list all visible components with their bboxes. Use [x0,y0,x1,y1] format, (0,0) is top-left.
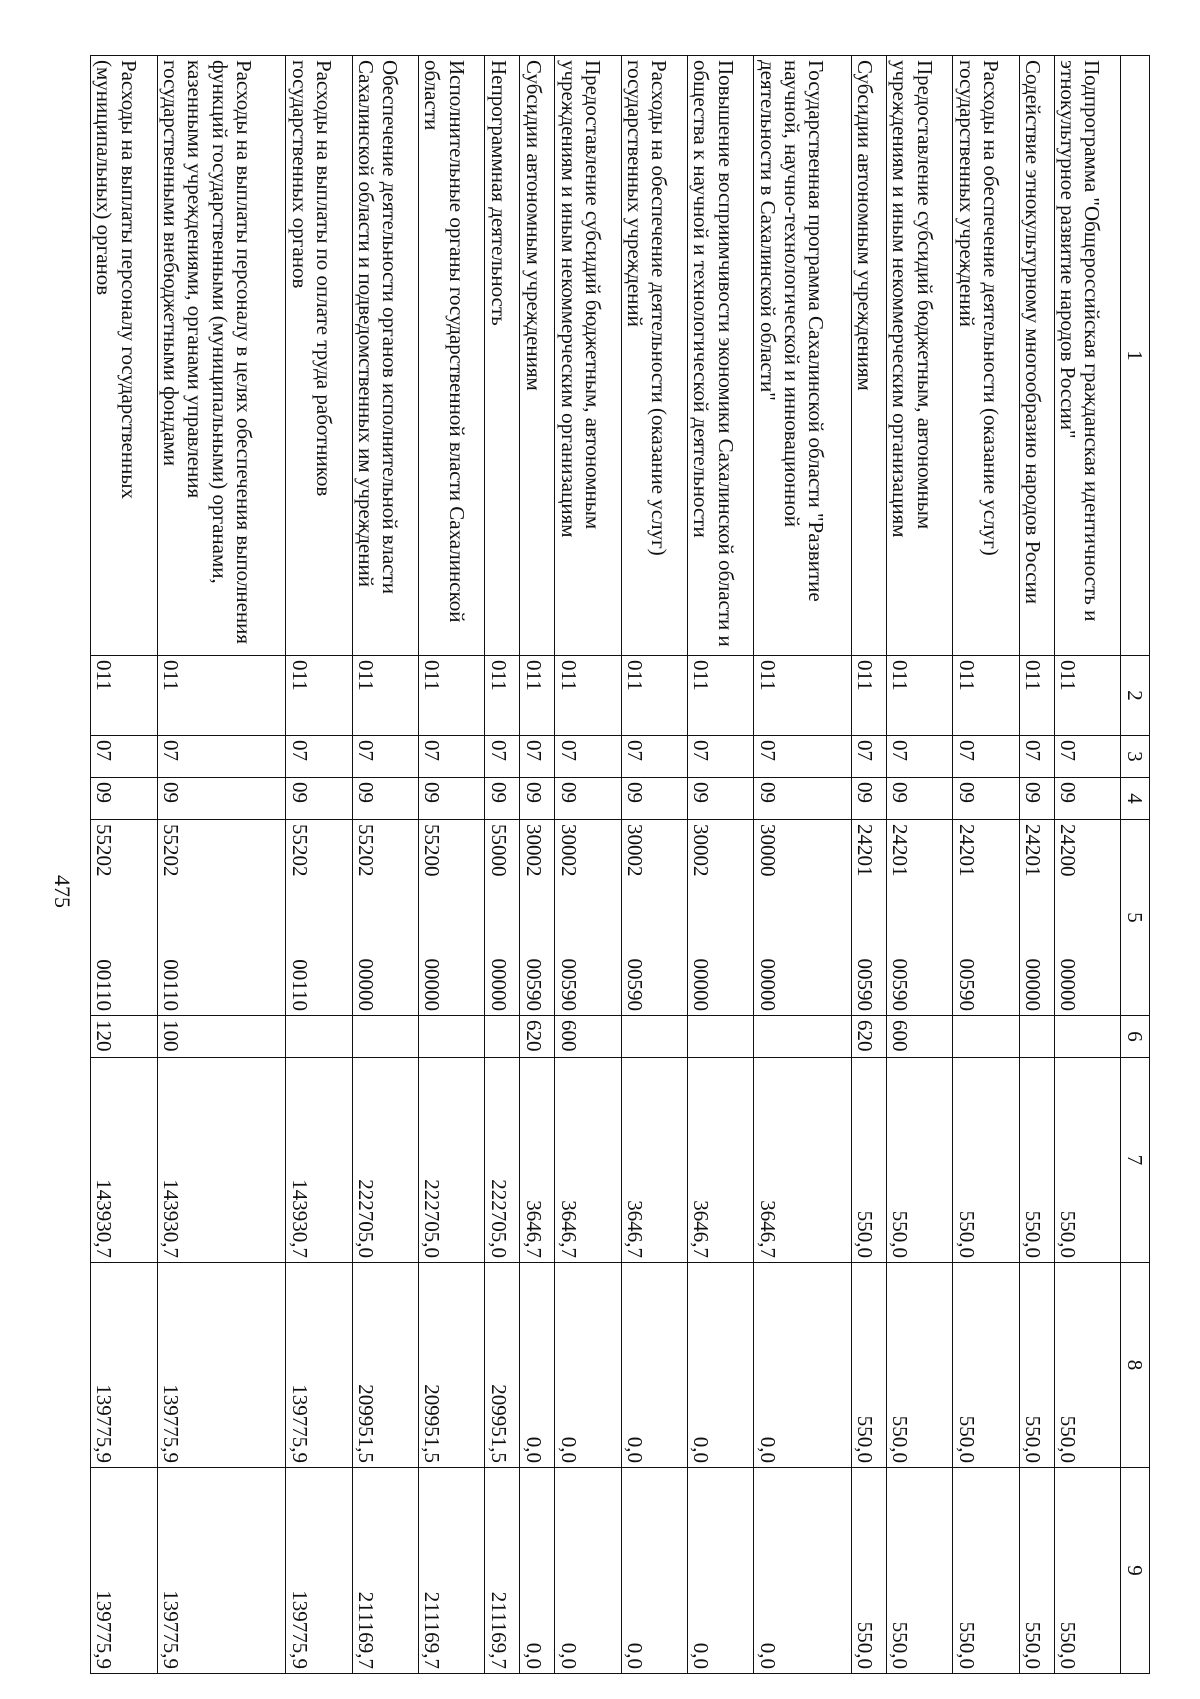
row-amount-year2: 550,0 [953,1263,1019,1468]
row-target-article [157,820,286,1016]
row-amount-year1: 222705,0 [485,1058,520,1263]
col-header: 2 [1121,656,1150,736]
row-subsection-code: 09 [485,778,520,820]
row-amount-year1: 3646,7 [688,1058,754,1263]
row-name: Расходы на обеспечение деятельности (оказание услуг) государственных учреждений [621,56,687,656]
row-name: Субсидии автономным учреждениям [851,56,886,656]
target-article-program: 55200 [420,824,445,877]
row-section-code: 07 [953,736,1019,778]
target-article-direction: 00000 [420,958,445,1011]
col-header: 5 [1121,820,1150,1016]
row-amount-year3: 0,0 [555,1468,621,1674]
row-amount-year1: 550,0 [953,1058,1019,1263]
row-amount-year3: 0,0 [688,1468,754,1674]
col-header: 9 [1121,1468,1150,1674]
table-row [953,56,1019,1674]
row-target-article [286,820,352,1016]
table-row [418,56,484,1674]
table-row [286,56,352,1674]
row-amount-year1: 550,0 [1054,1058,1120,1263]
row-name: Расходы на обеспечение деятельности (оказание услуг) государственных учреждений [953,56,1019,656]
row-section-code: 07 [286,736,352,778]
row-admin-code: 011 [1054,656,1120,736]
row-name: Подпрограмма "Общероссийская гражданская идентичность и этнокультурное развитие народов России" [1054,56,1120,656]
row-section-code: 07 [91,736,158,778]
row-subsection-code: 09 [520,778,555,820]
table-row [520,56,555,1674]
row-subsection-code: 09 [688,778,754,820]
row-section-code: 07 [520,736,555,778]
row-amount-year2: 550,0 [1019,1263,1054,1468]
row-amount-year3: 211169,7 [352,1468,418,1674]
row-target-article [1019,820,1054,1016]
row-admin-code: 011 [520,656,555,736]
row-expense-type [352,1016,418,1058]
col-header: 8 [1121,1263,1150,1468]
row-subsection-code: 09 [555,778,621,820]
row-amount-year1: 3646,7 [621,1058,687,1263]
row-amount-year3: 550,0 [886,1468,952,1674]
row-section-code: 07 [1054,736,1120,778]
row-amount-year2: 0,0 [555,1263,621,1468]
row-name: Расходы на выплаты персоналу государственных (муниципальных) органов [91,56,158,656]
table-row [851,56,886,1674]
row-amount-year2: 0,0 [520,1263,555,1468]
row-amount-year1: 550,0 [851,1058,886,1263]
row-target-article [352,820,418,1016]
table-row [754,56,852,1674]
row-amount-year3: 211169,7 [418,1468,484,1674]
table-row [555,56,621,1674]
row-admin-code: 011 [688,656,754,736]
table-row [886,56,952,1674]
target-article-direction: 00590 [954,958,979,1011]
row-target-article [418,820,484,1016]
row-subsection-code: 09 [621,778,687,820]
row-expense-type: 620 [520,1016,555,1058]
row-admin-code: 011 [621,656,687,736]
row-admin-code: 011 [286,656,352,736]
row-target-article [520,820,555,1016]
row-amount-year1: 143930,7 [286,1058,352,1263]
table-row [91,56,158,1674]
table-body [91,56,1121,1674]
row-name: Предоставление субсидий бюджетным, автономным учреждениям и иным некоммерческим организациям [555,56,621,656]
row-name: Обеспечение деятельности органов исполнительной власти Сахалинской области и подведомственных им учреждений [352,56,418,656]
row-amount-year1: 222705,0 [418,1058,484,1263]
table-row [621,56,687,1674]
row-amount-year2: 550,0 [1054,1263,1120,1468]
row-name: Расходы на выплаты персоналу в целях обеспечения выполнения функций государственными (муниципальными) органами, казенными учреждениями, органами управления государственными внебюджетными фондами [157,56,286,656]
row-name: Расходы на выплаты по оплате труда работников государственных органов [286,56,352,656]
row-admin-code: 011 [352,656,418,736]
target-article-direction: 00000 [486,958,511,1011]
row-target-article [953,820,1019,1016]
row-section-code: 07 [157,736,286,778]
row-admin-code: 011 [485,656,520,736]
row-admin-code: 011 [91,656,158,736]
row-amount-year1: 3646,7 [520,1058,555,1263]
row-name: Предоставление субсидий бюджетным, автономным учреждениям и иным некоммерческим организациям [886,56,952,656]
row-section-code: 07 [851,736,886,778]
target-article-program: 55000 [486,824,511,877]
row-amount-year1: 3646,7 [555,1058,621,1263]
row-amount-year3: 139775,9 [286,1468,352,1674]
col-header: 6 [1121,1016,1150,1058]
row-amount-year2: 0,0 [754,1263,852,1468]
row-amount-year2: 550,0 [886,1263,952,1468]
row-expense-type [688,1016,754,1058]
row-target-article [886,820,952,1016]
row-section-code: 07 [1019,736,1054,778]
row-section-code: 07 [352,736,418,778]
row-section-code: 07 [555,736,621,778]
row-expense-type [754,1016,852,1058]
row-target-article [688,820,754,1016]
row-admin-code: 011 [851,656,886,736]
row-name: Содействие этнокультурному многообразию народов России [1019,56,1054,656]
col-header: 7 [1121,1058,1150,1263]
target-article-direction: 00110 [287,959,312,1011]
row-target-article [851,820,886,1016]
row-target-article [91,820,158,1016]
target-article-program: 30002 [623,824,648,877]
row-amount-year3: 550,0 [953,1468,1019,1674]
target-article-program: 30002 [689,824,714,877]
target-article-direction: 00000 [1056,958,1081,1011]
row-amount-year3: 550,0 [851,1468,886,1674]
row-target-article [754,820,852,1016]
row-amount-year3: 211169,7 [485,1468,520,1674]
row-amount-year2: 139775,9 [157,1263,286,1468]
row-admin-code: 011 [953,656,1019,736]
row-amount-year1: 550,0 [1019,1058,1054,1263]
header-row [1121,56,1150,1674]
row-expense-type: 100 [157,1016,286,1058]
row-admin-code: 011 [555,656,621,736]
target-article-program: 24201 [853,824,878,877]
row-section-code: 07 [621,736,687,778]
target-article-program: 24201 [954,824,979,877]
row-amount-year3: 550,0 [1019,1468,1054,1674]
row-amount-year2: 209951,5 [418,1263,484,1468]
row-expense-type [485,1016,520,1058]
row-amount-year1: 550,0 [886,1058,952,1263]
target-article-program: 24201 [888,824,913,877]
target-article-program: 24200 [1056,824,1081,877]
target-article-program: 55202 [287,824,312,877]
row-subsection-code: 09 [91,778,158,820]
col-header: 1 [1121,56,1150,656]
row-section-code: 07 [485,736,520,778]
table-row [688,56,754,1674]
row-amount-year3: 0,0 [754,1468,852,1674]
row-name: Повышение восприимчивости экономики Сахалинской области и общества к научной и технологической деятельности [688,56,754,656]
row-expense-type [953,1016,1019,1058]
target-article-direction: 00590 [888,958,913,1011]
row-amount-year2: 0,0 [688,1263,754,1468]
row-subsection-code: 09 [851,778,886,820]
target-article-program: 55202 [353,824,378,877]
target-article-program: 30002 [556,824,581,877]
target-article-direction: 00000 [689,958,714,1011]
row-subsection-code: 09 [1019,778,1054,820]
row-expense-type [621,1016,687,1058]
row-admin-code: 011 [418,656,484,736]
row-amount-year2: 139775,9 [286,1263,352,1468]
target-article-direction: 00000 [1020,958,1045,1011]
row-expense-type [1054,1016,1120,1058]
row-target-article [1054,820,1120,1016]
row-subsection-code: 09 [886,778,952,820]
row-target-article [485,820,520,1016]
target-article-direction: 00590 [853,958,878,1011]
col-header: 4 [1121,778,1150,820]
page-number: 475 [50,875,75,908]
target-article-program: 30002 [521,824,546,877]
row-expense-type [418,1016,484,1058]
row-subsection-code: 09 [953,778,1019,820]
target-article-program: 24201 [1020,824,1045,877]
target-article-program: 55202 [158,824,183,877]
row-amount-year3: 0,0 [621,1468,687,1674]
row-name: Непрограммная деятельность [485,56,520,656]
row-expense-type: 600 [555,1016,621,1058]
target-article-direction: 00590 [556,958,581,1011]
table-row [485,56,520,1674]
col-header: 3 [1121,736,1150,778]
row-amount-year2: 209951,5 [485,1263,520,1468]
table-row [1019,56,1054,1674]
target-article-program: 30000 [755,824,780,877]
row-amount-year3: 139775,9 [91,1468,158,1674]
row-subsection-code: 09 [1054,778,1120,820]
row-amount-year2: 209951,5 [352,1263,418,1468]
rotated-budget-page [50,55,1150,1673]
row-subsection-code: 09 [352,778,418,820]
row-subsection-code: 09 [418,778,484,820]
row-expense-type [286,1016,352,1058]
row-amount-year3: 0,0 [520,1468,555,1674]
target-article-direction: 00110 [92,959,117,1011]
target-article-direction: 00000 [755,958,780,1011]
row-amount-year2: 550,0 [851,1263,886,1468]
row-admin-code: 011 [1019,656,1054,736]
row-amount-year1: 222705,0 [352,1058,418,1263]
row-name: Государственная программа Сахалинской области "Развитие научной, научно-технологической и инновационной деятельности в Сахалинской области" [754,56,852,656]
row-expense-type: 120 [91,1016,158,1058]
row-name: Субсидии автономным учреждениям [520,56,555,656]
target-article-direction: 00590 [521,958,546,1011]
target-article-direction: 00590 [623,958,648,1011]
row-admin-code: 011 [886,656,952,736]
table-row [1054,56,1120,1674]
row-amount-year2: 0,0 [621,1263,687,1468]
row-amount-year1: 3646,7 [754,1058,852,1263]
row-section-code: 07 [688,736,754,778]
row-section-code: 07 [886,736,952,778]
row-subsection-code: 09 [286,778,352,820]
budget-table [90,55,1150,1674]
row-target-article [621,820,687,1016]
row-expense-type: 600 [886,1016,952,1058]
target-article-direction: 00110 [158,959,183,1011]
table-row [352,56,418,1674]
row-name: Исполнительные органы государственной власти Сахалинской области [418,56,484,656]
row-admin-code: 011 [754,656,852,736]
row-subsection-code: 09 [754,778,852,820]
row-amount-year3: 139775,9 [157,1468,286,1674]
row-section-code: 07 [754,736,852,778]
row-subsection-code: 09 [157,778,286,820]
target-article-program: 55202 [92,824,117,877]
target-article-direction: 00000 [353,958,378,1011]
row-amount-year1: 143930,7 [91,1058,158,1263]
row-amount-year3: 550,0 [1054,1468,1120,1674]
row-amount-year1: 143930,7 [157,1058,286,1263]
row-expense-type [1019,1016,1054,1058]
row-admin-code: 011 [157,656,286,736]
row-expense-type: 620 [851,1016,886,1058]
row-section-code: 07 [418,736,484,778]
row-amount-year2: 139775,9 [91,1263,158,1468]
table-row [157,56,286,1674]
row-target-article [555,820,621,1016]
